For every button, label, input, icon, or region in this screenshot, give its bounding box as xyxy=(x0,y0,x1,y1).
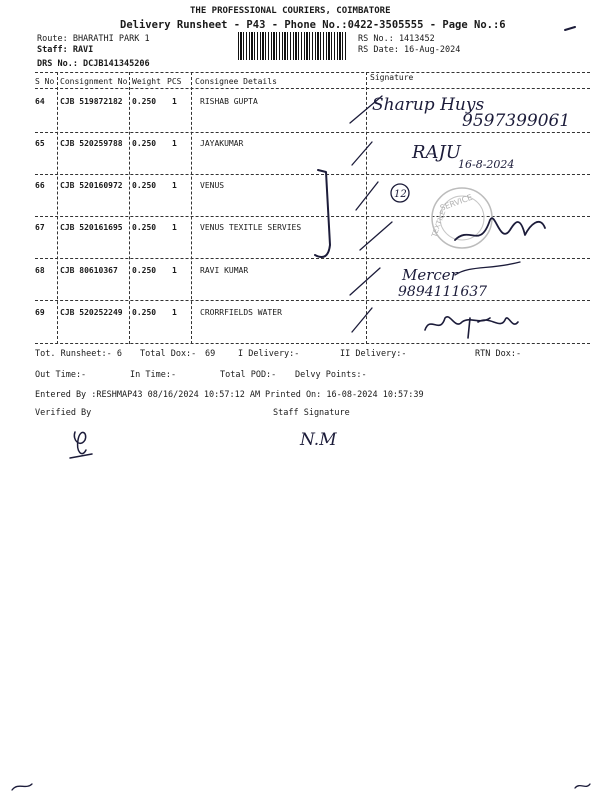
scan-mark xyxy=(565,27,575,30)
total-pod: Total POD:- xyxy=(220,370,277,380)
circled-number-text: 12 xyxy=(394,189,407,200)
row-weight: 0.250 xyxy=(132,308,157,317)
row-consignee: RISHAB GUPTA xyxy=(200,97,258,106)
row-consignment: CJB 80610367 xyxy=(60,266,118,275)
row-consignee: VENUS xyxy=(200,181,225,190)
row-consignment: CJB 520252249 xyxy=(60,308,123,317)
row-consignee: VENUS TEXITLE SERVIES xyxy=(200,223,302,232)
row-pcs: 1 xyxy=(172,181,177,190)
i-delivery: I Delivery:- xyxy=(238,349,300,359)
col-header-signature: Signature xyxy=(370,73,414,82)
rs-date: RS Date: 16-Aug-2024 xyxy=(358,45,461,55)
out-time: Out Time:- xyxy=(35,370,87,380)
row-sno: 68 xyxy=(35,266,45,275)
signature-slash xyxy=(360,222,392,250)
row-pcs: 1 xyxy=(172,139,177,148)
total-dox-label: Total Dox:- xyxy=(140,349,197,359)
row-consignment: CJB 520259788 xyxy=(60,139,123,148)
row-sno: 64 xyxy=(35,97,45,106)
rtn-dox: RTN Dox:- xyxy=(475,349,522,359)
row-consignment: CJB 520161695 xyxy=(60,223,123,232)
stamp-text: SERVICE xyxy=(438,192,474,213)
scan-mark xyxy=(12,784,32,790)
row-pcs: 1 xyxy=(172,266,177,275)
signature-row67 xyxy=(455,218,545,240)
row-consignment: CJB 519872182 xyxy=(60,97,123,106)
row-consignee: RAVI KUMAR xyxy=(200,266,249,275)
row-pcs: 1 xyxy=(172,308,177,317)
drs-number: DRS No.: DCJB141345206 xyxy=(37,59,150,69)
verified-by-label: Verified By xyxy=(35,408,92,418)
signature-row68-tail xyxy=(455,262,520,275)
runsheet-title: Delivery Runsheet - P43 - Phone No.:0422-3505555 - Page No.:6 xyxy=(120,19,506,31)
total-dox-value: 69 xyxy=(205,349,216,359)
signature-hook xyxy=(315,170,330,257)
row-consignee: CRORRFIELDS WATER xyxy=(200,308,282,317)
signature-row69 xyxy=(425,317,518,338)
printed-on: Printed On: 16-08-2024 10:57:39 xyxy=(265,390,424,400)
date-row65: 16-8-2024 xyxy=(458,158,515,171)
route-label: Route: BHARATHI PARK 1 xyxy=(37,34,150,44)
verifier-initials xyxy=(70,432,92,458)
in-time: In Time:- xyxy=(130,370,177,380)
signature-row64: Sharup Huys xyxy=(372,95,485,115)
delvy-points: Delvy Points:- xyxy=(295,370,367,380)
row-weight: 0.250 xyxy=(132,97,157,106)
row-sno: 67 xyxy=(35,223,45,232)
phone-row68: 9894111637 xyxy=(398,284,488,300)
row-sno: 65 xyxy=(35,139,45,148)
stamp-text-side: TEXTILE xyxy=(430,209,448,239)
col-header-consignment: Consignment No xyxy=(60,77,128,86)
row-weight: 0.250 xyxy=(132,223,157,232)
row-consignment: CJB 520160972 xyxy=(60,181,123,190)
signature-row65: RAJU xyxy=(412,142,461,163)
signature-slash xyxy=(350,268,380,295)
staff-signature-label: Staff Signature xyxy=(273,408,350,418)
row-sno: 69 xyxy=(35,308,45,317)
row-weight: 0.250 xyxy=(132,181,157,190)
signature-slash xyxy=(352,308,372,332)
col-header-consignee: Consignee Details xyxy=(195,77,277,86)
row-consignee: JAYAKUMAR xyxy=(200,139,244,148)
rs-number: RS No.: 1413452 xyxy=(358,34,435,44)
col-header-weight: Weight xyxy=(132,77,161,86)
col-header-pcs: PCS xyxy=(167,77,182,86)
row-sno: 66 xyxy=(35,181,45,190)
scan-mark xyxy=(575,784,590,788)
ii-delivery: II Delivery:- xyxy=(340,349,407,359)
signature-slash xyxy=(356,182,378,210)
row-pcs: 1 xyxy=(172,97,177,106)
signature-slash xyxy=(352,142,372,165)
phone-row64: 9597399061 xyxy=(462,111,571,131)
staff-signature-initials: N.M xyxy=(300,430,337,450)
staff-label: Staff: RAVI xyxy=(37,45,94,55)
company-name: THE PROFESSIONAL COURIERS, COIMBATORE xyxy=(190,6,391,16)
row-weight: 0.250 xyxy=(132,266,157,275)
total-runsheet: Tot. Runsheet:- 6 xyxy=(35,349,122,359)
entered-by: Entered By :RESHMAP43 08/16/2024 10:57:12 AM xyxy=(35,390,261,400)
signature-row68: Mercer xyxy=(402,266,458,284)
row-pcs: 1 xyxy=(172,223,177,232)
row-weight: 0.250 xyxy=(132,139,157,148)
col-header-sno: S No xyxy=(35,77,55,86)
